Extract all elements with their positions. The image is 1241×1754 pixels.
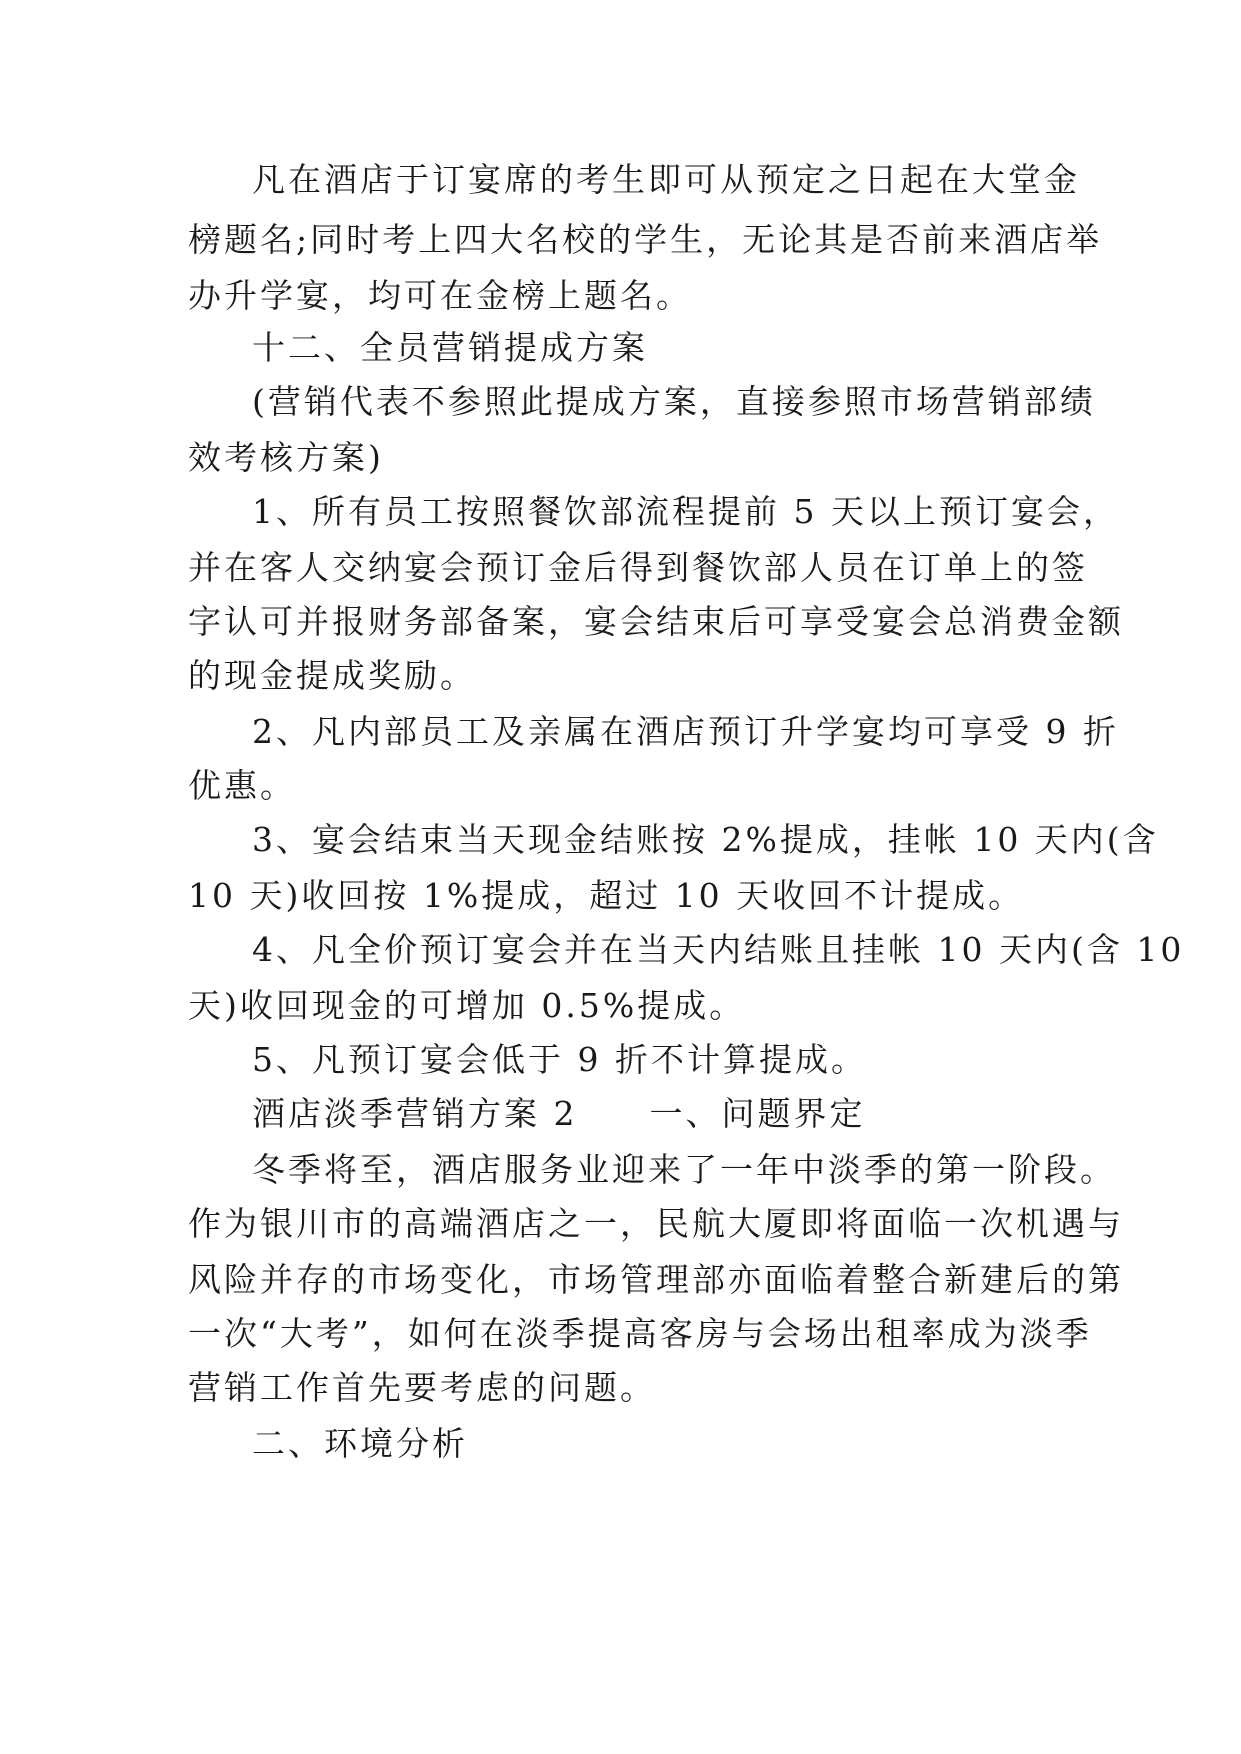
list-item-line: 3、宴会结束当天现金结账按 2%提成，挂帐 10 天内(含 bbox=[252, 820, 1159, 859]
paragraph-line: 风险并存的市场变化，市场管理部亦面临着整合新建后的第 bbox=[188, 1260, 1124, 1299]
paragraph-line: 并在客人交纳宴会预订金后得到餐饮部人员在订单上的签 bbox=[188, 548, 1088, 587]
list-item-line: 4、凡全价预订宴会并在当天内结账且挂帐 10 天内(含 10 bbox=[252, 930, 1185, 969]
section-heading: 十二、全员营销提成方案 bbox=[252, 328, 648, 367]
paragraph-line: 凡在酒店于订宴席的考生即可从预定之日起在大堂金 bbox=[252, 160, 1080, 199]
paragraph-line: 冬季将至，酒店服务业迎来了一年中淡季的第一阶段。 bbox=[252, 1150, 1116, 1189]
paragraph-line: 办升学宴，均可在金榜上题名。 bbox=[188, 276, 692, 315]
list-item-line: 5、凡预订宴会低于 9 折不计算提成。 bbox=[252, 1040, 867, 1079]
paragraph-line: 效考核方案) bbox=[188, 438, 384, 477]
paragraph-line: 营销工作首先要考虑的问题。 bbox=[188, 1368, 656, 1407]
paragraph-line: 的现金提成奖励。 bbox=[188, 656, 476, 695]
paragraph-line: 作为银川市的高端酒店之一，民航大厦即将面临一次机遇与 bbox=[188, 1204, 1124, 1243]
paragraph-line: 一次“大考”，如何在淡季提高客房与会场出租率成为淡季 bbox=[188, 1314, 1092, 1353]
section-heading: 酒店淡季营销方案 2 一、问题界定 bbox=[252, 1094, 866, 1133]
paragraph-line: 字认可并报财务部备案，宴会结束后可享受宴会总消费金额 bbox=[188, 602, 1124, 641]
paragraph-line: 10 天)收回按 1%提成，超过 10 天收回不计提成。 bbox=[188, 876, 1025, 915]
list-item-line: 1、所有员工按照餐饮部流程提前 5 天以上预订宴会， bbox=[252, 492, 1119, 531]
list-item-line: 2、凡内部员工及亲属在酒店预订升学宴均可享受 9 折 bbox=[252, 712, 1119, 751]
section-heading: 二、环境分析 bbox=[252, 1424, 468, 1463]
paragraph-line: (营销代表不参照此提成方案，直接参照市场营销部绩 bbox=[252, 382, 1096, 421]
paragraph-line: 榜题名;同时考上四大名校的学生，无论其是否前来酒店举 bbox=[188, 220, 1103, 259]
paragraph-line: 优惠。 bbox=[188, 766, 296, 805]
paragraph-line: 天)收回现金的可增加 0.5%提成。 bbox=[188, 986, 746, 1025]
